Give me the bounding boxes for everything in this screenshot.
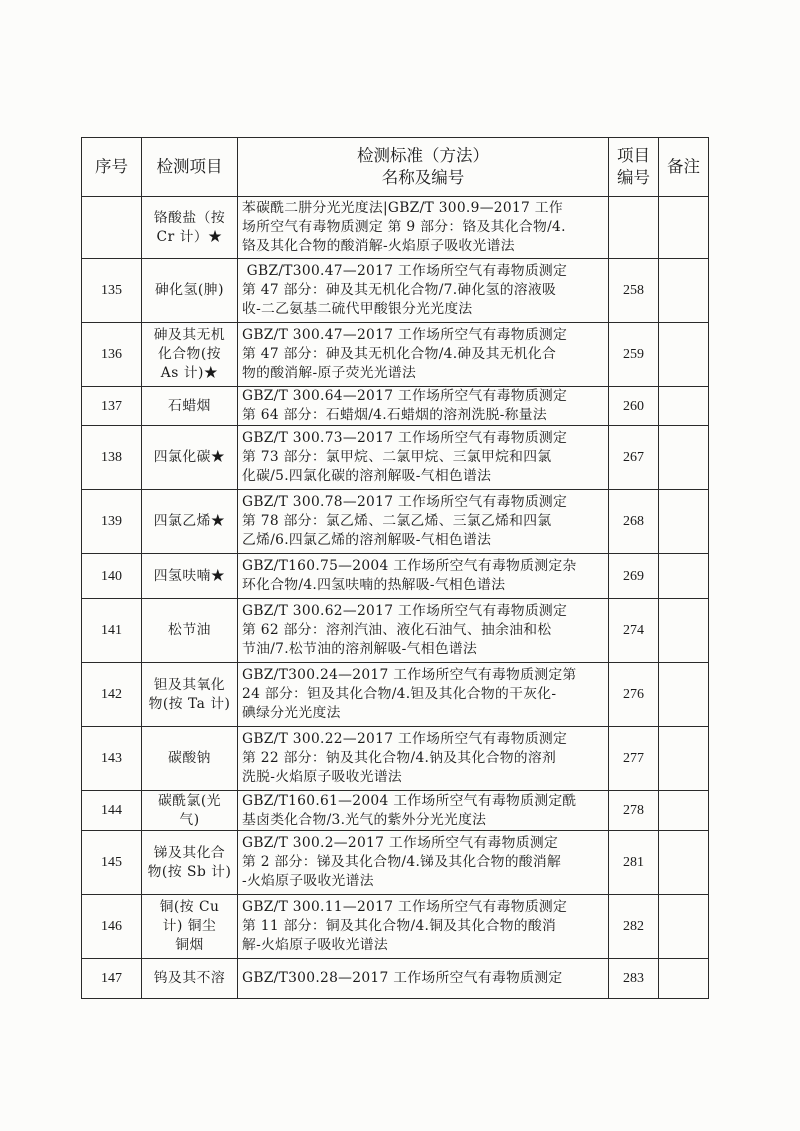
item-code xyxy=(609,426,659,490)
test-standard xyxy=(238,727,609,791)
item-code xyxy=(609,831,659,895)
test-item-line: Cr 计）★ xyxy=(156,228,223,245)
item-code xyxy=(609,599,659,663)
test-standard-line: GBZ/T 300.22—2017 工作场所空气有毒物质测定 xyxy=(242,731,568,747)
test-item xyxy=(142,727,238,791)
table-row xyxy=(82,599,709,663)
test-standard-line: 化碳/5.四氯化碳的溶剂解吸-气相色谱法 xyxy=(242,468,492,484)
header-code-line1: 项目 xyxy=(617,146,650,165)
table-row xyxy=(82,727,709,791)
item-code xyxy=(609,959,659,999)
row-number-text: 135 xyxy=(101,283,122,298)
row-number xyxy=(82,663,142,727)
test-item xyxy=(142,387,238,426)
test-item xyxy=(142,197,238,259)
row-number xyxy=(82,426,142,490)
test-standard-line: 第 78 部分：氯乙烯、二氯乙烯、三氯乙烯和四氯 xyxy=(242,513,552,529)
row-number xyxy=(82,259,142,323)
table-row xyxy=(82,554,709,599)
item-code xyxy=(609,323,659,387)
test-item xyxy=(142,426,238,490)
row-number-text: 140 xyxy=(101,568,122,584)
test-standard xyxy=(238,554,609,599)
test-standard xyxy=(238,197,609,259)
test-standard xyxy=(238,791,609,831)
remarks xyxy=(659,197,709,259)
row-number xyxy=(82,554,142,599)
row-number-text: 136 xyxy=(101,347,122,362)
test-item-line: 铜烟 xyxy=(175,937,204,953)
row-number xyxy=(82,599,142,663)
test-standard xyxy=(238,959,609,999)
row-number-text: 141 xyxy=(101,623,122,638)
test-item-line: 钨及其不溶 xyxy=(153,970,226,986)
row-number-text: 137 xyxy=(101,398,122,414)
test-standard-line: GBZ/T 300.11—2017 工作场所空气有毒物质测定 xyxy=(242,899,568,915)
remarks xyxy=(659,387,709,426)
remarks xyxy=(659,490,709,554)
header-code xyxy=(609,138,659,197)
row-number xyxy=(82,727,142,791)
test-item-line: 钽及其氧化 xyxy=(153,676,226,693)
row-number-text: 143 xyxy=(101,751,122,766)
test-standard xyxy=(238,426,609,490)
test-standard-line: GBZ/T 300.47—2017 工作场所空气有毒物质测定 xyxy=(242,327,568,343)
header-note: 备注 xyxy=(659,138,709,197)
test-standard xyxy=(238,831,609,895)
test-standard-line: 第 2 部分：锑及其化合物/4.锑及其化合物的酸消解 xyxy=(242,854,562,870)
test-standard-line: GBZ/T300.47—2017 工作场所空气有毒物质测定 xyxy=(242,263,568,279)
test-item-line: 物(按 Ta 计) xyxy=(148,695,231,712)
remarks xyxy=(659,323,709,387)
test-standard xyxy=(238,387,609,426)
test-standard-line: 第 47 部分：砷及其无机化合物/7.砷化氢的溶液吸 xyxy=(242,282,557,298)
header-item: 检测项目 xyxy=(142,138,238,197)
test-item xyxy=(142,663,238,727)
test-standard-line: 乙烯/6.四氯乙烯的溶剂解吸-气相色谱法 xyxy=(242,532,492,548)
header-standard-line2: 名称及编号 xyxy=(381,168,465,187)
test-item xyxy=(142,323,238,387)
test-standard xyxy=(238,323,609,387)
test-item-line: 砷及其无机 xyxy=(153,327,226,343)
header-standard-line1: 检测标准（方法） xyxy=(357,146,489,165)
table-row xyxy=(82,259,709,323)
test-item-line: 四氯乙烯★ xyxy=(153,513,226,529)
row-number-text: 138 xyxy=(101,450,122,465)
test-item xyxy=(142,554,238,599)
test-item xyxy=(142,599,238,663)
test-standard-line: GBZ/T300.28—2017 工作场所空气有毒物质测定 xyxy=(242,970,563,986)
header-row xyxy=(82,138,709,197)
row-number xyxy=(82,490,142,554)
item-code-text: 267 xyxy=(623,450,644,465)
test-standard-line: 第 73 部分：氯甲烷、二氯甲烷、三氯甲烷和四氯 xyxy=(242,449,552,465)
item-code-text: 276 xyxy=(623,687,644,702)
item-code xyxy=(609,554,659,599)
item-code-text: 268 xyxy=(623,514,644,529)
header-no: 序号 xyxy=(82,138,142,197)
row-number xyxy=(82,197,142,259)
test-standard-line: 第 64 部分：石蜡烟/4.石蜡烟的溶剂洗脱-称量法 xyxy=(242,407,547,423)
test-item-line: 石蜡烟 xyxy=(168,397,211,414)
item-code-text: 282 xyxy=(623,919,644,934)
test-standard xyxy=(238,895,609,959)
table-row xyxy=(82,791,709,831)
test-item-line: 化合物(按 xyxy=(157,346,222,362)
table-row xyxy=(82,663,709,727)
table-row xyxy=(82,959,709,999)
item-code xyxy=(609,259,659,323)
remarks xyxy=(659,959,709,999)
item-code xyxy=(609,490,659,554)
test-standard-line: GBZ/T 300.73—2017 工作场所空气有毒物质测定 xyxy=(242,430,568,446)
remarks xyxy=(659,727,709,791)
row-number-text: 146 xyxy=(101,919,122,934)
test-standard-line: 碘绿分光光度法 xyxy=(242,705,341,721)
remarks xyxy=(659,259,709,323)
test-item-line: 四氢呋喃★ xyxy=(153,567,226,584)
test-item-line: 碳酸钠 xyxy=(168,750,211,766)
item-code-text: 281 xyxy=(623,855,644,870)
test-item xyxy=(142,259,238,323)
test-standard-line: 苯碳酰二肼分光光度法|GBZ/T 300.9—2017 工作 xyxy=(242,200,563,216)
item-code-text: 258 xyxy=(623,283,644,298)
remarks xyxy=(659,554,709,599)
test-standard-line: 24 部分：钽及其化合物/4.钽及其化合物的干灰化- xyxy=(242,686,557,702)
test-standard-line: 环化合物/4.四氢呋喃的热解吸-气相色谱法 xyxy=(242,577,506,593)
test-item xyxy=(142,791,238,831)
table-row xyxy=(82,490,709,554)
item-code-text: 260 xyxy=(623,398,644,414)
test-standard-line: 场所空气有毒物质测定 第 9 部分：铬及其化合物/4. xyxy=(242,219,566,235)
item-code xyxy=(609,197,659,259)
test-item-line: 松节油 xyxy=(168,622,211,638)
test-item-line: 砷化氢(胂) xyxy=(155,282,224,298)
row-number xyxy=(82,387,142,426)
item-code xyxy=(609,895,659,959)
test-standard-line: 第 22 部分：钠及其化合物/4.钠及其化合物的溶剂 xyxy=(242,750,557,766)
item-code-text: 283 xyxy=(623,971,644,986)
remarks xyxy=(659,663,709,727)
table-row xyxy=(82,895,709,959)
test-item-line: 锑及其化合 xyxy=(153,844,226,861)
test-standard-line: GBZ/T300.24—2017 工作场所空气有毒物质测定第 xyxy=(242,667,577,683)
test-standard xyxy=(238,599,609,663)
test-standard-line: 解-火焰原子吸收光谱法 xyxy=(242,937,388,953)
remarks xyxy=(659,831,709,895)
row-number-text: 142 xyxy=(101,687,122,702)
test-item xyxy=(142,959,238,999)
test-standard-line: 第 47 部分：砷及其无机化合物/4.砷及其无机化合 xyxy=(242,346,557,362)
test-item xyxy=(142,895,238,959)
test-item-line: 铜(按 Cu xyxy=(159,899,220,915)
header-standard xyxy=(238,138,609,197)
item-code-text: 277 xyxy=(623,751,644,766)
row-number xyxy=(82,323,142,387)
test-standard xyxy=(238,490,609,554)
item-code-text: 259 xyxy=(623,347,644,362)
test-standard-line: GBZ/T 300.64—2017 工作场所空气有毒物质测定 xyxy=(242,388,568,404)
test-standard-line: 第 11 部分：铜及其化合物/4.铜及其化合物的酸消 xyxy=(242,918,557,934)
test-standard-line: GBZ/T 300.78—2017 工作场所空气有毒物质测定 xyxy=(242,494,568,510)
test-item-line: 铬酸盐（按 xyxy=(153,209,226,226)
row-number xyxy=(82,831,142,895)
remarks xyxy=(659,791,709,831)
row-number-text: 139 xyxy=(101,514,122,529)
test-standard-line: 节油/7.松节油的溶剂解吸-气相色谱法 xyxy=(242,641,478,657)
row-number xyxy=(82,791,142,831)
test-item xyxy=(142,831,238,895)
test-standard xyxy=(238,259,609,323)
test-standard-line: GBZ/T160.75—2004 工作场所空气有毒物质测定杂 xyxy=(242,558,577,574)
remarks xyxy=(659,599,709,663)
remarks xyxy=(659,426,709,490)
test-item xyxy=(142,490,238,554)
test-standard-line: GBZ/T 300.62—2017 工作场所空气有毒物质测定 xyxy=(242,603,568,619)
test-item-line: As 计)★ xyxy=(160,365,219,381)
table-row xyxy=(82,831,709,895)
test-item-line: 计) 铜尘 xyxy=(162,918,217,934)
test-standard-line: GBZ/T 300.2—2017 工作场所空气有毒物质测定 xyxy=(242,835,559,851)
test-standard xyxy=(238,663,609,727)
test-standard-line: GBZ/T160.61—2004 工作场所空气有毒物质测定酰 xyxy=(242,792,577,809)
test-item-line: 四氯化碳★ xyxy=(153,449,226,465)
test-standard-line: 洗脱-火焰原子吸收光谱法 xyxy=(242,769,403,785)
table-row xyxy=(82,197,709,259)
table-row xyxy=(82,387,709,426)
row-number-text: 145 xyxy=(101,855,122,870)
row-number xyxy=(82,895,142,959)
test-item-line: 碳酰氯(光 xyxy=(157,792,222,809)
table-row xyxy=(82,426,709,490)
test-standard-line: 收-二乙氨基二硫代甲酸银分光光度法 xyxy=(242,301,473,317)
item-code xyxy=(609,663,659,727)
header-code-line2: 编号 xyxy=(617,168,650,187)
row-number-text: 147 xyxy=(101,971,122,986)
test-item-line: 气) xyxy=(179,811,200,828)
row-number-text: 144 xyxy=(101,803,122,818)
test-standard-line: 第 62 部分：溶剂汽油、液化石油气、抽余油和松 xyxy=(242,622,552,638)
row-number xyxy=(82,959,142,999)
item-code xyxy=(609,387,659,426)
table-row xyxy=(82,323,709,387)
test-standard-line: 铬及其化合物的酸消解-火焰原子吸收光谱法 xyxy=(242,238,515,254)
item-code-text: 274 xyxy=(623,623,644,638)
test-item-line: 物(按 Sb 计) xyxy=(147,863,232,880)
item-code xyxy=(609,791,659,831)
standards-table xyxy=(81,137,709,999)
test-standard-line: 物的酸消解-原子荧光光谱法 xyxy=(242,365,417,381)
test-standard-line: 基卤类化合物/3.光气的紫外分光光度法 xyxy=(242,811,487,828)
test-standard-line: -火焰原子吸收光谱法 xyxy=(242,873,374,889)
item-code-text: 278 xyxy=(623,803,644,818)
remarks xyxy=(659,895,709,959)
item-code xyxy=(609,727,659,791)
item-code-text: 269 xyxy=(623,568,644,584)
